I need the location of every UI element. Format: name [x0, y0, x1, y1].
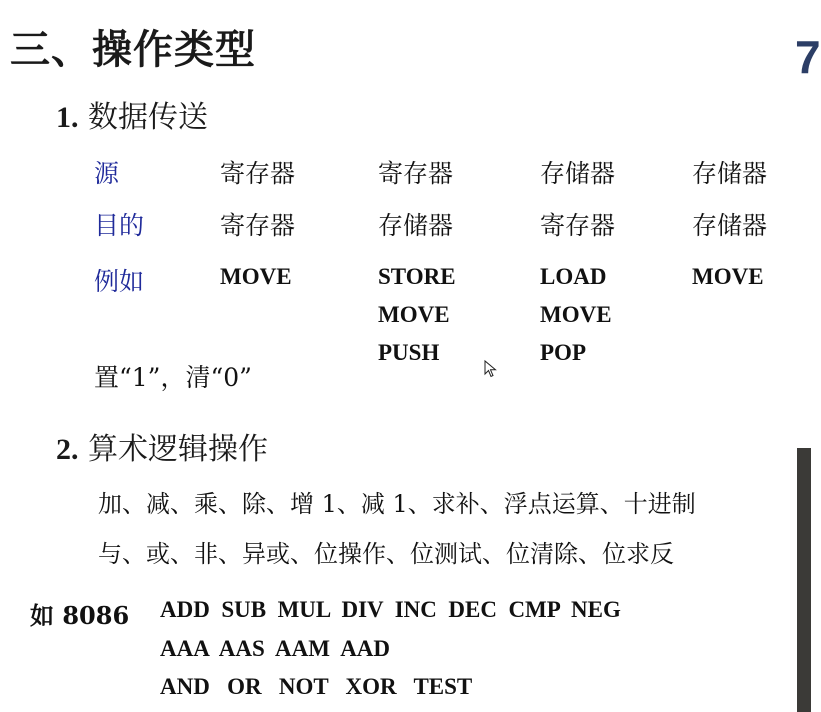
section1-number: 1.: [56, 101, 79, 134]
example-col-3-line-2: MOVE: [540, 302, 612, 327]
section2-number: 2.: [56, 433, 79, 466]
arithmetic-ops-line: 加、减、乘、除、增 1、减 1、求补、浮点运算、十进制: [98, 490, 696, 518]
example-col-2-line-1: STORE: [378, 264, 456, 289]
mouse-cursor-icon: [484, 360, 498, 378]
row-label-destination: 目的: [94, 211, 145, 240]
example-col-3-line-1: LOAD: [540, 264, 607, 289]
dest-col-4: 存储器: [692, 211, 768, 240]
slide-title: 三、操作类型: [10, 26, 256, 73]
section1-title: 数据传送: [88, 100, 209, 135]
cpu-example-label: 如 8086: [30, 601, 130, 630]
source-col-2: 寄存器: [378, 159, 454, 188]
dest-col-1: 寄存器: [220, 211, 296, 240]
video-overlay-edge: [797, 448, 811, 712]
section2-heading: [56, 424, 268, 468]
source-col-3: 存储器: [540, 159, 616, 188]
row-label-source: 源: [94, 159, 120, 188]
instr-line-2: AAA AAS AAM AAD: [160, 636, 391, 661]
example-col-1: MOVE: [220, 264, 292, 289]
dest-col-3: 寄存器: [540, 211, 616, 240]
instr-line-1: ADD SUB MUL DIV INC DEC CMP NEG: [160, 597, 621, 622]
slide-number-fragment: 7: [795, 31, 821, 83]
source-col-4: 存储器: [692, 159, 768, 188]
section2-title: 算术逻辑操作: [88, 432, 269, 467]
example-col-2-line-2: MOVE: [378, 302, 450, 327]
instr-line-3: AND OR NOT XOR TEST: [160, 674, 473, 699]
section1-heading: [56, 92, 208, 136]
example-col-4: MOVE: [692, 264, 764, 289]
logic-ops-line: 与、或、非、异或、位操作、位测试、位清除、位求反: [98, 540, 674, 568]
row-label-example: 例如: [94, 267, 145, 296]
set-clear-text: 置“1”，清“0”: [94, 363, 252, 392]
dest-col-2: 存储器: [378, 211, 454, 240]
example-col-2-line-3: PUSH: [378, 340, 440, 365]
example-col-3-line-3: POP: [540, 340, 586, 365]
source-col-1: 寄存器: [220, 159, 296, 188]
